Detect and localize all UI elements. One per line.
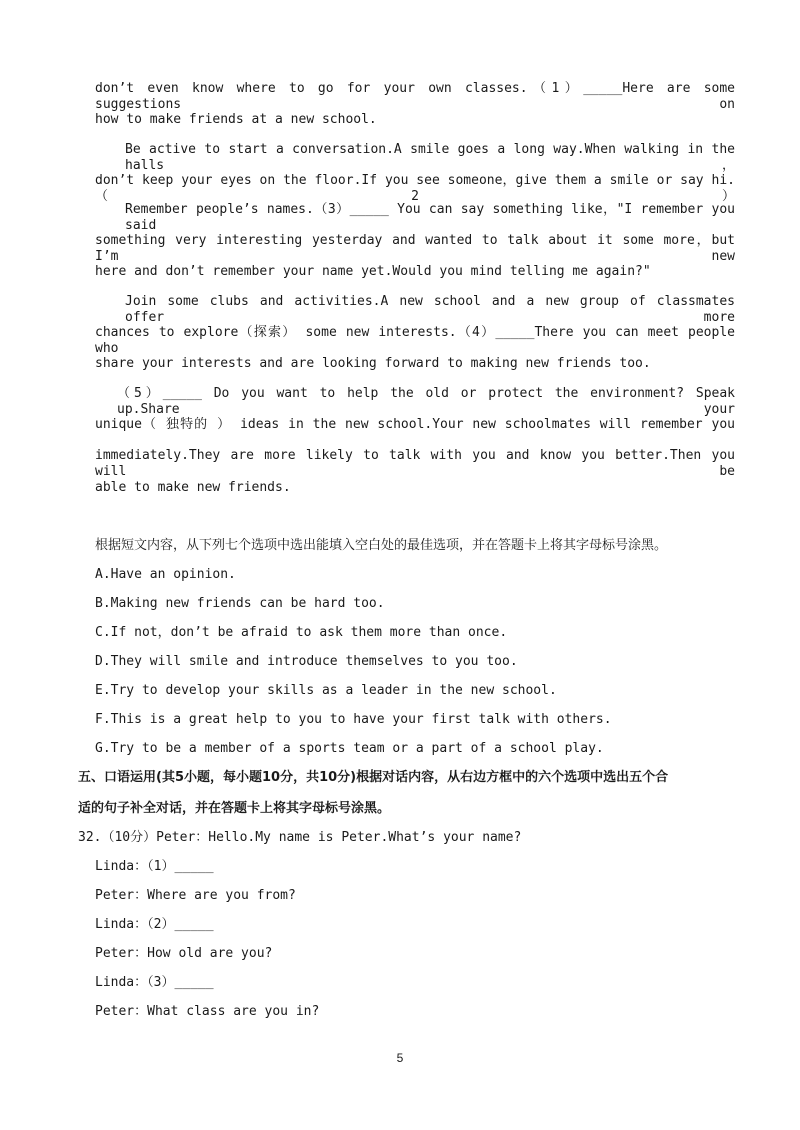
option-g: G.Try to be a member of a sports team or a part of a school play. [95, 741, 604, 756]
passage-line: share your interests and are looking forward to making new friends too. [95, 356, 651, 371]
passage-line: able to make new friends. [95, 480, 291, 495]
passage-line: don’t keep your eyes on the floor.If you see someone，give them a smile or say hi.（2） [95, 173, 735, 204]
passage-line: immediately.They are more likely to talk with you and know you better.Then you will be [95, 448, 735, 479]
passage-line: here and don’t remember your name yet.Would you mind telling me again?" [95, 264, 651, 279]
option-b: B.Making new friends can be hard too. [95, 596, 385, 611]
option-f: F.This is a great help to you to have your first talk with others. [95, 712, 612, 727]
option-e: E.Try to develop your skills as a leader in the new school. [95, 683, 557, 698]
dialogue-line: Peter：How old are you? [95, 946, 273, 961]
passage-line: how to make friends at a new school. [95, 112, 377, 127]
passage-line: unique（ 独特的 ） ideas in the new school.Your new schoolmates will remember you [95, 417, 735, 432]
option-a: A.Have an opinion. [95, 567, 236, 582]
option-c: C.If not，don’t be afraid to ask them more than once. [95, 625, 508, 640]
task-instruction: 根据短文内容，从下列七个选项中选出能填入空白处的最佳选项，并在答题卡上将其字母标号涂黑。 [95, 538, 668, 553]
dialogue-line: Linda：（3）_____ [95, 975, 214, 990]
dialogue-line: Linda：（2）_____ [95, 917, 214, 932]
section-heading-cont: 适的句子补全对话，并在答题卡上将其字母标号涂黑。 [78, 801, 391, 816]
dialogue-line: Linda：（1）_____ [95, 859, 214, 874]
passage-line: （5）_____ Do you want to help the old or protect the environment? Speak up.Share your [117, 386, 735, 417]
question-32: 32.（10分）Peter：Hello.My name is Peter.What’s your name? [78, 830, 522, 845]
passage-line: Remember people’s names.（3）_____ You can say something like，"I remember you said [125, 202, 735, 233]
passage-line: chances to explore（探索） some new interests.（4）_____There you can meet people who [95, 325, 735, 356]
dialogue-line: Peter：What class are you in? [95, 1004, 320, 1019]
passage-line: Join some clubs and activities.A new school and a new group of classmates offer more [125, 294, 735, 325]
option-d: D.They will smile and introduce themselves to you too. [95, 654, 518, 669]
section-heading: 五、口语运用(其5小题，每小题10分，共10分)根据对话内容，从右边方框中的六个选项中选出五个合 [78, 770, 669, 785]
dialogue-line: Peter：Where are you from? [95, 888, 296, 903]
passage-line: Be active to start a conversation.A smile goes a long way.When walking in the halls， [125, 142, 735, 173]
passage-line: something very interesting yesterday and wanted to talk about it some more，but I’m new [95, 233, 735, 264]
page-number: 5 [396, 1051, 404, 1065]
passage-line: don’t even know where to go for your own classes.（1）_____Here are some suggestions on [95, 81, 735, 112]
